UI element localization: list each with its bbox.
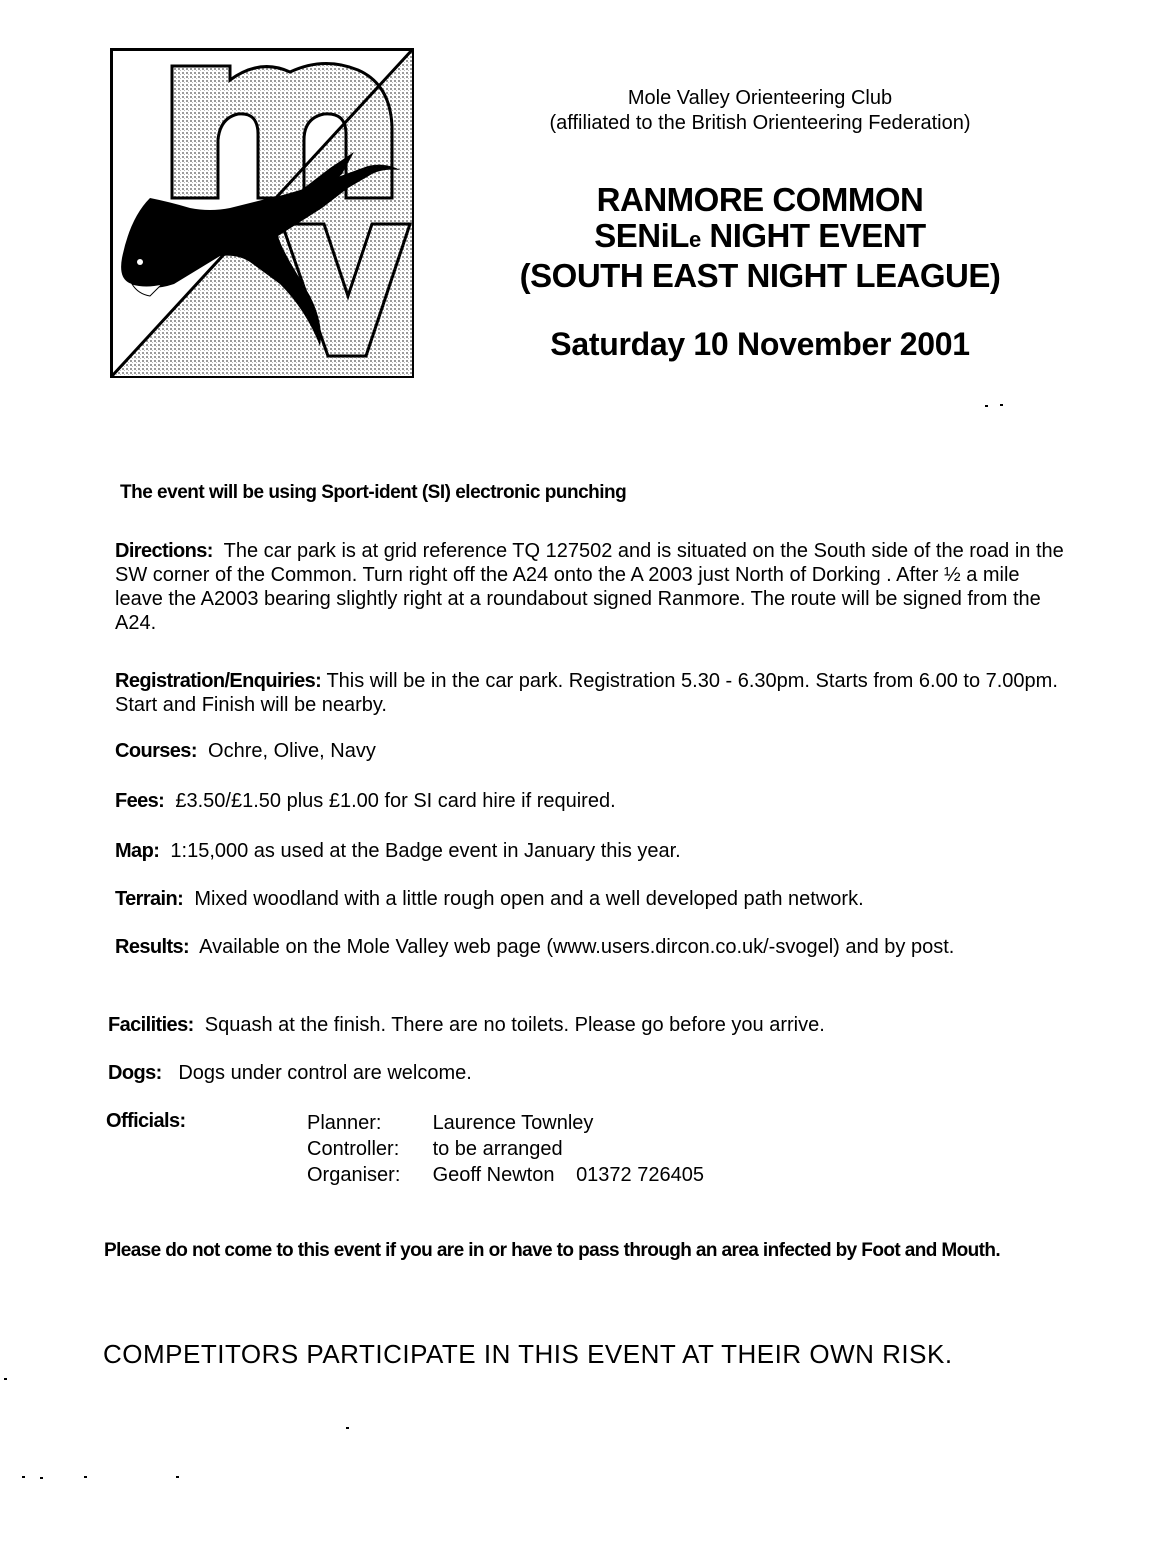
organiser-phone: 01372 726405 [576,1164,704,1186]
foot-and-mouth-warning: Please do not come to this event if you are in or have to pass through an area infected by Foot and Mouth. [104,1240,1001,1261]
controller-name: to be arranged [432,1138,563,1160]
officials-label: Officials: [106,1110,186,1132]
event-title-line-1: RANMORE COMMON [596,181,924,218]
section-dogs [108,1061,1058,1085]
section-directions [115,539,1065,635]
map-label: Map: [115,840,160,862]
scan-speck [40,1477,43,1479]
controller-role: Controller: [307,1138,400,1160]
header [460,86,1060,362]
scan-speck [22,1476,25,1478]
results-label: Results: [115,936,190,958]
club-name: Mole Valley Orienteering Club [627,87,893,109]
section-terrain [115,887,1065,911]
si-notice: The event will be using Sport-ident (SI) electronic punching [120,482,627,503]
title-senil: SENiL [594,217,689,254]
facilities-text: Squash at the finish. There are no toilets. Please go before you arrive. [204,1014,825,1036]
official-organiser [307,1162,704,1188]
scan-speck [985,405,988,407]
section-registration [115,669,1065,717]
risk-notice: COMPETITORS PARTICIPATE IN THIS EVENT AT THEIR OWN RISK. [103,1339,953,1369]
section-courses [115,739,1065,763]
affiliation: (affiliated to the British Orienteering Federation) [549,112,971,134]
title-night-event: NIGHT EVENT [700,217,926,254]
official-controller [307,1136,563,1162]
registration-text: This will be in the car park. Registration 5.30 - 6.30pm. Starts from 6.00 to 7.00pm. Start and Finish will be nearby. [115,670,1058,716]
registration-label: Registration/Enquiries: [115,670,322,692]
directions-label: Directions: [115,540,213,562]
scan-speck [4,1378,7,1380]
section-map [115,839,1065,863]
directions-text: The car park is at grid reference TQ 127502 and is situated on the South side of the road in the SW corner of the Common. Turn right off the A24 onto the A 2003 just North of Dorking . After ½ a mile leave the A2003 bearing slightly right at a roundabout signed Ranmore. The route will be signed from the A24. [115,540,1064,634]
courses-text: Ochre, Olive, Navy [208,740,376,762]
planner-name: Laurence Townley [432,1112,594,1134]
dogs-text: Dogs under control are welcome. [178,1062,472,1084]
courses-label: Courses: [115,740,197,762]
facilities-label: Facilities: [108,1014,194,1036]
results-text: Available on the Mole Valley web page (www.users.dircon.co.uk/-svogel) and by post. [199,936,955,958]
section-facilities [108,1013,1058,1037]
official-planner [307,1110,593,1136]
fees-text: £3.50/£1.50 plus £1.00 for SI card hire if required. [175,790,616,812]
organiser-role: Organiser: [307,1164,401,1186]
club-logo [110,48,414,378]
scan-speck [1000,404,1003,406]
terrain-text: Mixed woodland with a little rough open and a well developed path network. [194,888,864,910]
event-title-line-3: (SOUTH EAST NIGHT LEAGUE) [519,257,1001,294]
dogs-label: Dogs: [108,1062,162,1084]
terrain-label: Terrain: [115,888,184,910]
organiser-name: Geoff Newton [432,1164,555,1186]
mole-valley-logo-icon [110,48,414,378]
event-date: Saturday 10 November 2001 [550,326,970,362]
scan-speck [84,1476,87,1478]
planner-role: Planner: [307,1112,382,1134]
event-title-line-2 [460,218,1060,258]
section-fees [115,789,1065,813]
title-senil-small-e: e [688,227,701,252]
scan-speck [346,1427,349,1429]
map-text: 1:15,000 as used at the Badge event in January this year. [170,840,681,862]
fees-label: Fees: [115,790,165,812]
section-results [115,935,1015,959]
scan-speck [176,1476,179,1478]
